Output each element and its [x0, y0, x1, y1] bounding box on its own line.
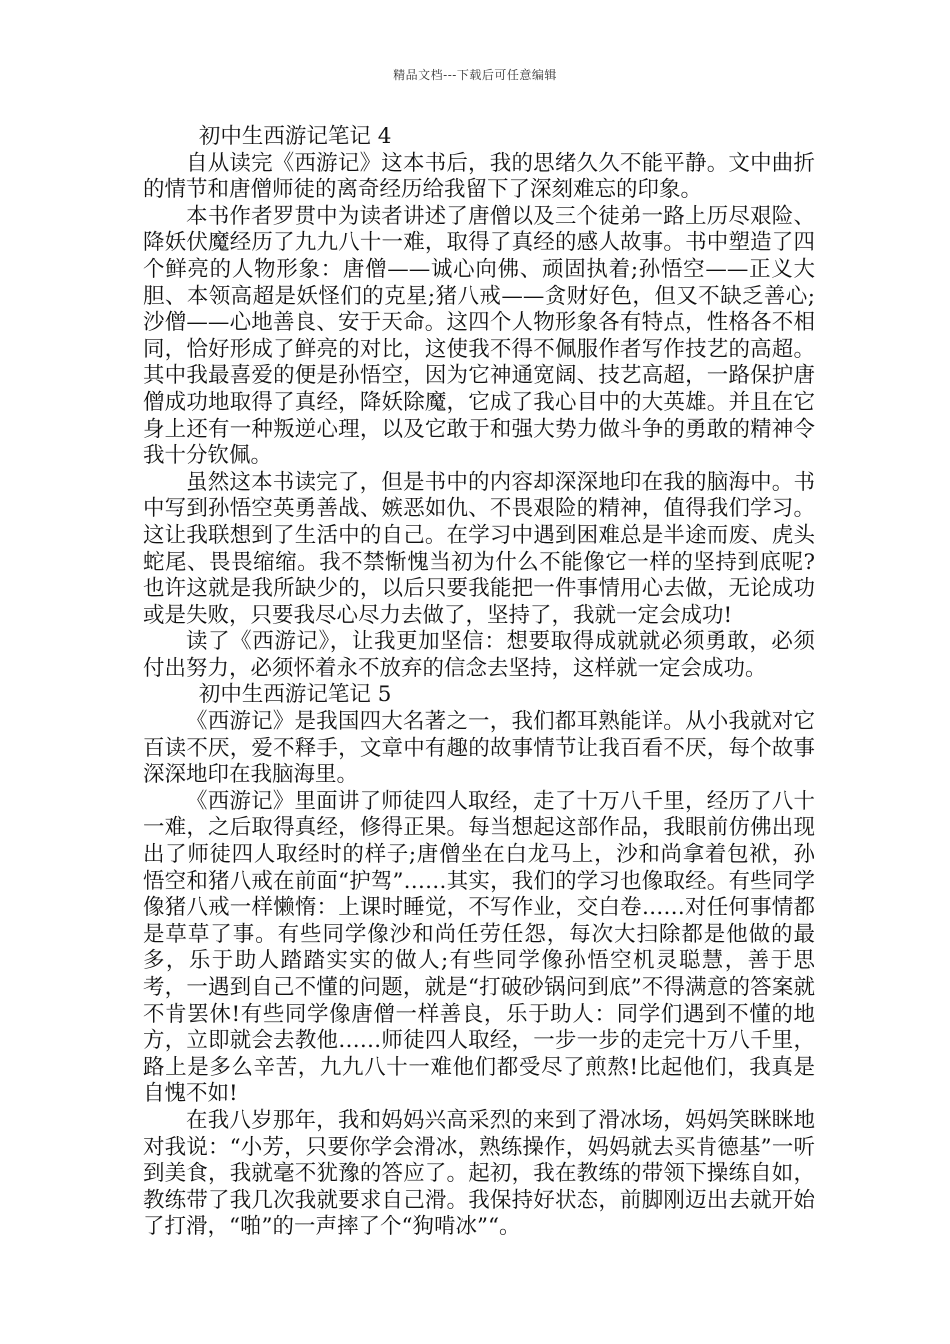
paragraph-1: 自从读完《西游记》这本书后，我的思绪久久不能平静。文中曲折的情节和唐僧师徒的离奇经历给我留下了深刻难忘的印象。 [143, 150, 815, 203]
paragraph-4: 读了《西游记》，让我更加坚信：想要取得成就就必须勇敢，必须付出努力，必须怀着永不放弃的信念去坚持，这样就一定会成功。 [143, 629, 815, 681]
paragraph-2: 本书作者罗贯中为读者讲述了唐僧以及三个徒弟一路上历尽艰险、降妖伏魔经历了九九八十一难，取得了真经的感人故事。书中塑造了四个鲜亮的人物形象：唐僧——诚心向佛、顽固执着;孙悟空——正义大胆、本领高超是妖怪们的克星;猪八戒——贪财好色，但又不缺乏善心;沙僧——心地善良、安于天命。这四个人物形象各有特点，性格各不相同，恰好形成了鲜亮的对比，这使我不得不佩服作者写作技艺的高超。其中我最喜爱的便是孙悟空，因为它神通宽阔、技艺高超，一路保护唐僧成功地取得了真经，降妖除魔，它成了我心目中的大英雄。并且在它身上还有一种叛逆心理，以及它敢于和强大势力做斗争的勇敢的精神令我十分钦佩。 [143, 203, 815, 469]
page-header: 精品文档---下载后可任意编辑 [393, 68, 557, 82]
article-body [143, 124, 815, 1241]
paragraph-7: 在我八岁那年，我和妈妈兴高采烈的来到了滑冰场，妈妈笑眯眯地对我说：“小芳，只要你学会滑冰，熟练操作，妈妈就去买肯德基”一听到美食，我就毫不犹豫的答应了。起初，我在教练的带领下操练自如，教练带了我几次我就要求自己滑。我保持好状态，前脚刚迈出去就开始了打滑，“啪”的一声摔了个“狗啃冰”“。 [143, 1107, 815, 1240]
paragraph-3: 虽然这本书读完了，但是书中的内容却深深地印在我的脑海中。书中写到孙悟空英勇善战、嫉恶如仇、不畏艰险的精神，值得我们学习。这让我联想到了生活中的自己。在学习中遇到困难总是半途而废、虎头蛇尾、畏畏缩缩。我不禁惭愧当初为什么不能像它一样的坚持到底呢?也许这就是我所缺少的，以后只要我能把一件事情用心去做，无论成功或是失败，只要我尽心尽力去做了，坚持了，我就一定会成功! [143, 469, 815, 628]
section-heading-4: 初中生西游记笔记 4 [198, 124, 392, 149]
paragraph-5: 《西游记》是我国四大名著之一，我们都耳熟能详。从小我就对它百读不厌，爱不释手，文章中有趣的故事情节让我百看不厌，每个故事深深地印在我脑海里。 [143, 709, 815, 788]
paragraph-6: 《西游记》里面讲了师徒四人取经，走了十万八千里，经历了八十一难，之后取得真经，修得正果。每当想起这部作品，我眼前仿佛出现出了师徒四人取经时的样子;唐僧坐在白龙马上，沙和尚拿着包袱，孙悟空和猪八戒在前面“护驾”……其实，我们的学习也像取经。有些同学像猪八戒一样懒惰：上课时睡觉，不写作业，交白卷……对任何事情都是草草了事。有些同学像沙和尚任劳任怨，每次大扫除都是他做的最多，乐于助人踏踏实实的做人;有些同学像孙悟空机灵聪慧，善于思考，一遇到自己不懂的问题，就是“打破砂锅问到底”不得满意的答案就不肯罢休!有些同学像唐僧一样善良，乐于助人：同学们遇到不懂的地方，立即就会去教他……师徒四人取经，一步一步的走完十万八千里，路上是多么辛苦，九九八十一难他们都受尽了煎熬!比起他们，我真是自愧不如! [143, 788, 815, 1107]
section-heading-5: 初中生西游记笔记 5 [198, 682, 392, 708]
